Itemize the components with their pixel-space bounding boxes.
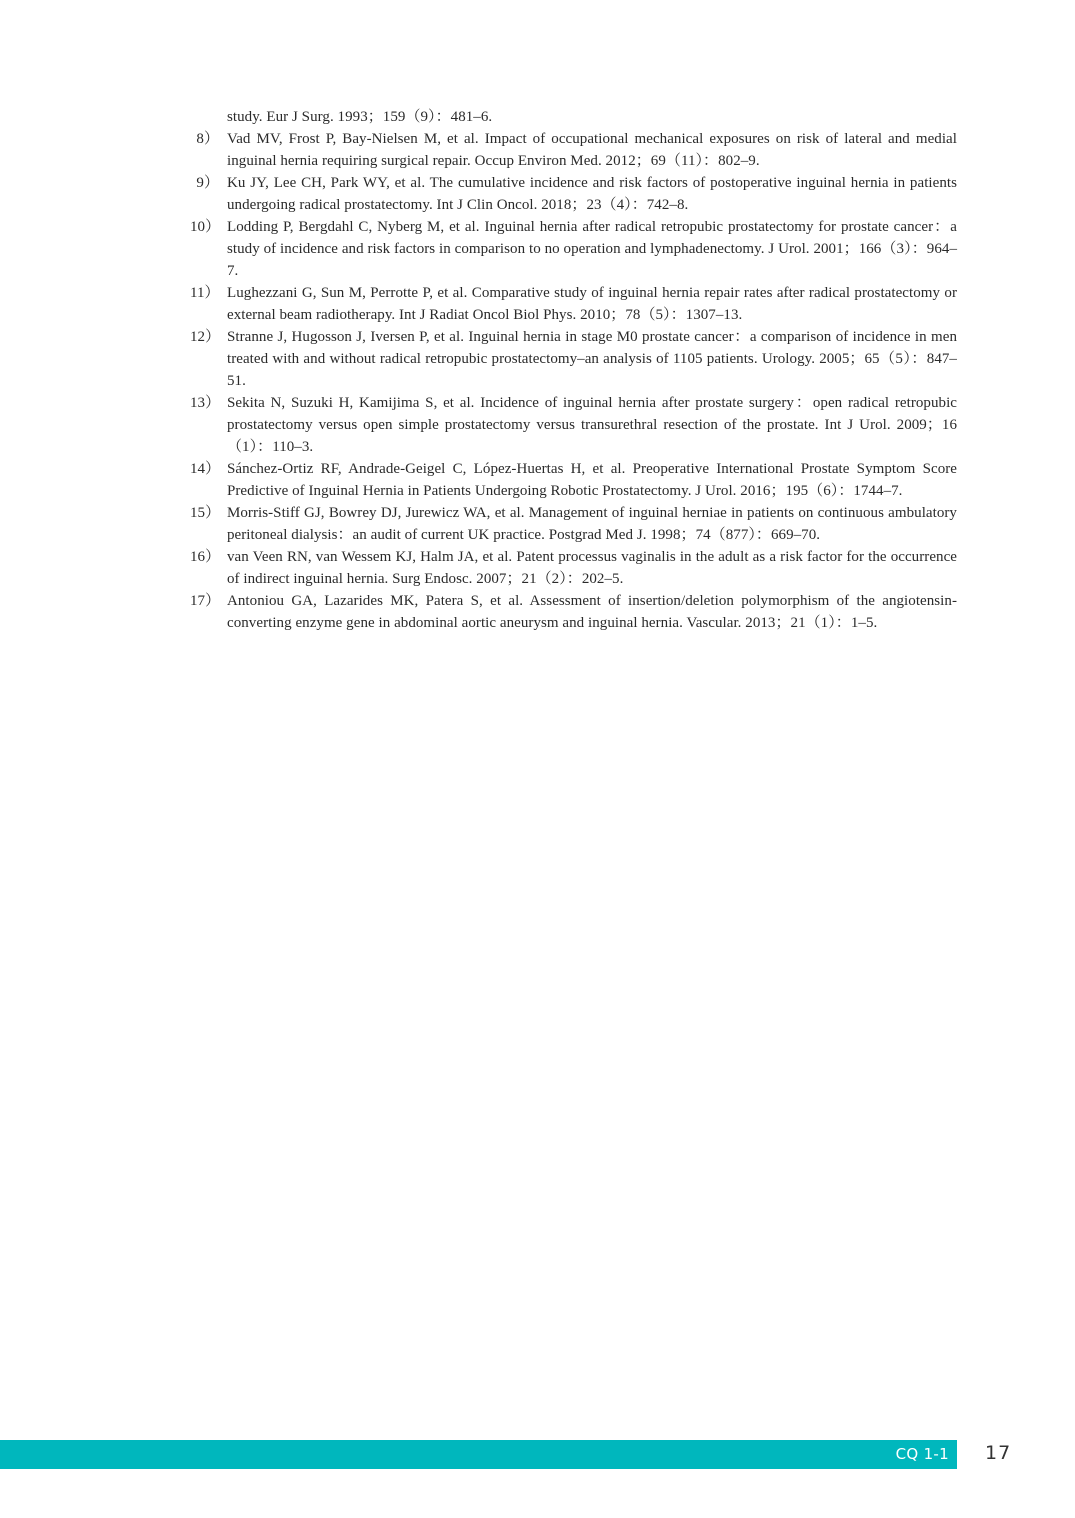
- reference-number: 13）: [190, 395, 221, 411]
- reference-text: Morris-Stiff GJ, Bowrey DJ, Jurewicz WA, et al. Management of inguinal herniae in patients on continuous ambulatory peritoneal dialysis：an audit of current UK practice. Postgrad Med J. 1998；74（877）：669–70.: [227, 505, 957, 543]
- reference-text: study. Eur J Surg. 1993；159（9）：481–6.: [227, 109, 493, 125]
- reference-text: Ku JY, Lee CH, Park WY, et al. The cumulative incidence and risk factors of postoperative inguinal hernia in patients undergoing radical prostatectomy. Int J Clin Oncol. 2018；23（4）：742–8.: [227, 175, 957, 213]
- reference-number: 15）: [190, 505, 221, 521]
- reference-text: Lughezzani G, Sun M, Perrotte P, et al. Comparative study of inguinal hernia repair rates after radical prostatectomy or external beam radiotherapy. Int J Radiat Oncol Biol Phys. 2010；78（5）：1307–13.: [227, 285, 957, 323]
- reference-item: [190, 590, 957, 634]
- reference-text: Antoniou GA, Lazarides MK, Patera S, et al. Assessment of insertion/deletion polymorphism of the angiotensin-converting enzyme gene in abdominal aortic aneurysm and inguinal hernia. Vascular. 2013；21（1）：1–5.: [227, 593, 957, 631]
- reference-text: Sánchez-Ortiz RF, Andrade-Geigel C, López-Huertas H, et al. Preoperative International Prostate Symptom Score Predictive of Inguinal Hernia in Patients Undergoing Robotic Prostatectomy. J Urol. 2016；195（6）：1744–7.: [227, 461, 957, 499]
- reference-item: [190, 216, 957, 282]
- reference-text: Stranne J, Hugosson J, Iversen P, et al. Inguinal hernia in stage M0 prostate cancer：a comparison of incidence in men treated with and without radical retropubic prostatectomy–an analysis of 1105 patients. Urology. 2005；65（5）：847–51.: [227, 329, 957, 389]
- reference-item: [190, 128, 957, 172]
- reference-item: [190, 546, 957, 590]
- reference-number: 8）: [196, 131, 219, 147]
- reference-item: [190, 392, 957, 458]
- page-number: 17: [985, 1442, 1012, 1464]
- reference-item: [190, 502, 957, 546]
- reference-text: van Veen RN, van Wessem KJ, Halm JA, et al. Patent processus vaginalis in the adult as a risk factor for the occurrence of indirect inguinal hernia. Surg Endosc. 2007；21（2）：202–5.: [227, 549, 957, 587]
- reference-number: 11）: [190, 285, 220, 301]
- reference-number: 16）: [190, 549, 221, 565]
- reference-item: [190, 458, 957, 502]
- reference-item: [190, 326, 957, 392]
- reference-number: 17）: [190, 593, 221, 609]
- reference-text: Vad MV, Frost P, Bay-Nielsen M, et al. Impact of occupational mechanical exposures on risk of lateral and medial inguinal hernia requiring surgical repair. Occup Environ Med. 2012；69（11）：802–9.: [227, 131, 957, 169]
- reference-text: Sekita N, Suzuki H, Kamijima S, et al. Incidence of inguinal hernia after prostate surgery：open radical retropubic prostatectomy versus open simple prostatectomy versus transurethral resection of the prostate. Int J Urol. 2009；16（1）：110–3.: [227, 395, 957, 455]
- reference-item: [190, 172, 957, 216]
- reference-number: 9）: [196, 175, 219, 191]
- footer-accent-bar: [0, 1440, 957, 1469]
- reference-text: Lodding P, Bergdahl C, Nyberg M, et al. Inguinal hernia after radical retropubic prostatectomy for prostate cancer：a study of incidence and risk factors in comparison to no operation and lymphadenectomy. J Urol. 2001；166（3）：964–7.: [227, 219, 957, 279]
- reference-number: 10）: [190, 219, 221, 235]
- section-label: CQ 1-1: [895, 1445, 949, 1463]
- reference-item: [190, 106, 957, 128]
- reference-number: 12）: [190, 329, 221, 345]
- reference-item: [190, 282, 957, 326]
- reference-number: 14）: [190, 461, 221, 477]
- reference-list: [190, 106, 957, 634]
